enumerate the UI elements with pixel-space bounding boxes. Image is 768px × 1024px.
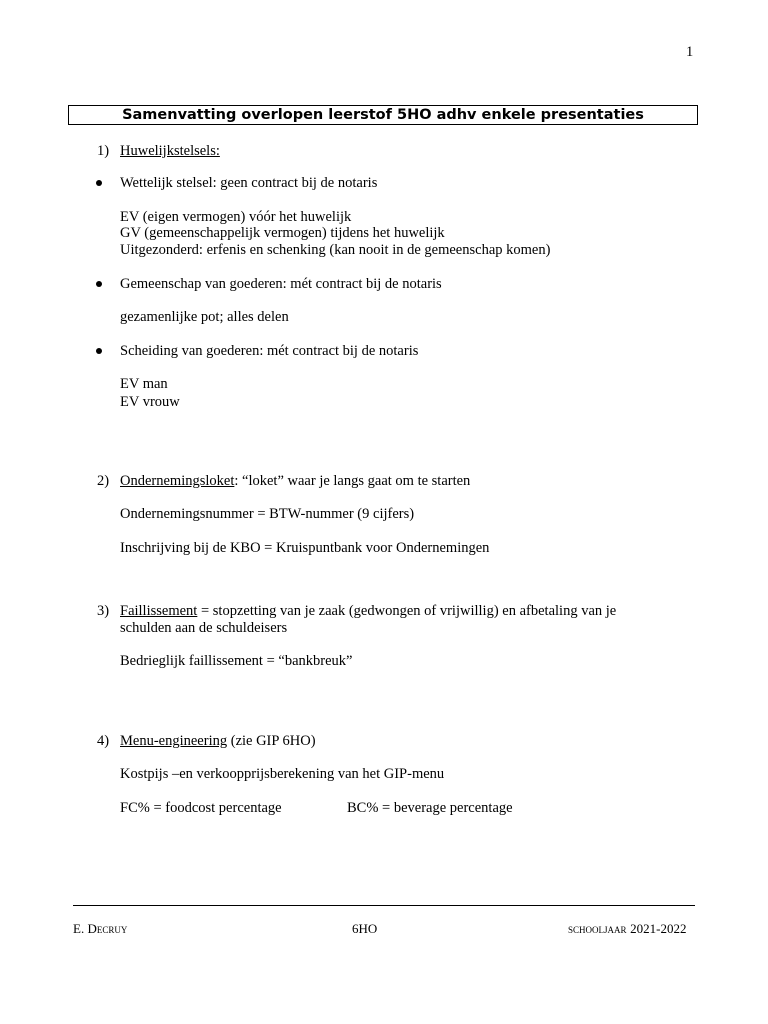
gv-line: GV (gemeenschappelijk vermogen) tijdens het huwelijk bbox=[120, 225, 445, 241]
bullet-icon bbox=[96, 281, 102, 287]
bankbreuk-line: Bedrieglijk faillissement = “bankbreuk” bbox=[120, 653, 353, 669]
section-3-text: = stopzetting van je zaak (gedwongen of vrijwillig) en afbetaling van je bbox=[197, 603, 617, 619]
ev-line: EV (eigen vermogen) vóór het huwelijk bbox=[120, 209, 352, 225]
footer-schoolyear-label: schooljaar bbox=[568, 921, 627, 936]
section-3-text-continued: schulden aan de schuldeisers bbox=[120, 620, 288, 636]
section-4-heading: Menu-engineering bbox=[120, 733, 228, 749]
section-2-number: 2) bbox=[97, 473, 110, 489]
section-2-text: : “loket” waar je langs gaat om te starten bbox=[234, 473, 471, 489]
section-4-line bbox=[120, 733, 316, 750]
footer-schoolyear bbox=[568, 920, 686, 938]
bullet-icon bbox=[96, 180, 102, 186]
footer-schoolyear-value: 2021-2022 bbox=[630, 921, 687, 936]
foodcost-line: FC% = foodcost percentage bbox=[120, 800, 282, 816]
section-1-number: 1) bbox=[97, 143, 110, 159]
kbo-line: Inschrijving bij de KBO = Kruispuntbank voor Ondernemingen bbox=[120, 540, 490, 556]
document-title: Samenvatting overlopen leerstof 5HO adhv enkele presentaties bbox=[68, 105, 698, 125]
ev-vrouw-line: EV vrouw bbox=[120, 394, 180, 410]
page-number: 1 bbox=[686, 44, 694, 60]
kostprijs-line: Kostpijs –en verkoopprijsberekening van het GIP-menu bbox=[120, 766, 445, 782]
beverage-line: BC% = beverage percentage bbox=[347, 800, 513, 816]
bullet-wettelijk-stelsel: Wettelijk stelsel: geen contract bij de notaris bbox=[120, 175, 378, 191]
section-2-line bbox=[120, 473, 470, 490]
footer-divider bbox=[73, 905, 695, 906]
section-3-line bbox=[120, 603, 616, 620]
section-3-heading: Faillissement bbox=[120, 603, 198, 619]
ondernemingsnummer-line: Ondernemingsnummer = BTW-nummer (9 cijfers) bbox=[120, 506, 415, 522]
ev-man-line: EV man bbox=[120, 376, 168, 392]
footer-author: E. Decruy bbox=[73, 921, 128, 936]
exception-line: Uitgezonderd: erfenis en schenking (kan nooit in de gemeenschap komen) bbox=[120, 242, 551, 258]
bullet-icon bbox=[96, 348, 102, 354]
bullet-gemeenschap: Gemeenschap van goederen: mét contract bij de notaris bbox=[120, 276, 442, 292]
bullet-scheiding: Scheiding van goederen: mét contract bij de notaris bbox=[120, 343, 419, 359]
footer-class: 6HO bbox=[352, 921, 378, 936]
section-1-heading: Huwelijkstelsels: bbox=[120, 143, 220, 159]
gezamenlijke-pot-line: gezamenlijke pot; alles delen bbox=[120, 309, 289, 325]
section-4-number: 4) bbox=[97, 733, 110, 749]
section-2-heading: Ondernemingsloket bbox=[120, 473, 235, 489]
section-4-text: (zie GIP 6HO) bbox=[227, 733, 316, 749]
section-3-number: 3) bbox=[97, 603, 110, 619]
